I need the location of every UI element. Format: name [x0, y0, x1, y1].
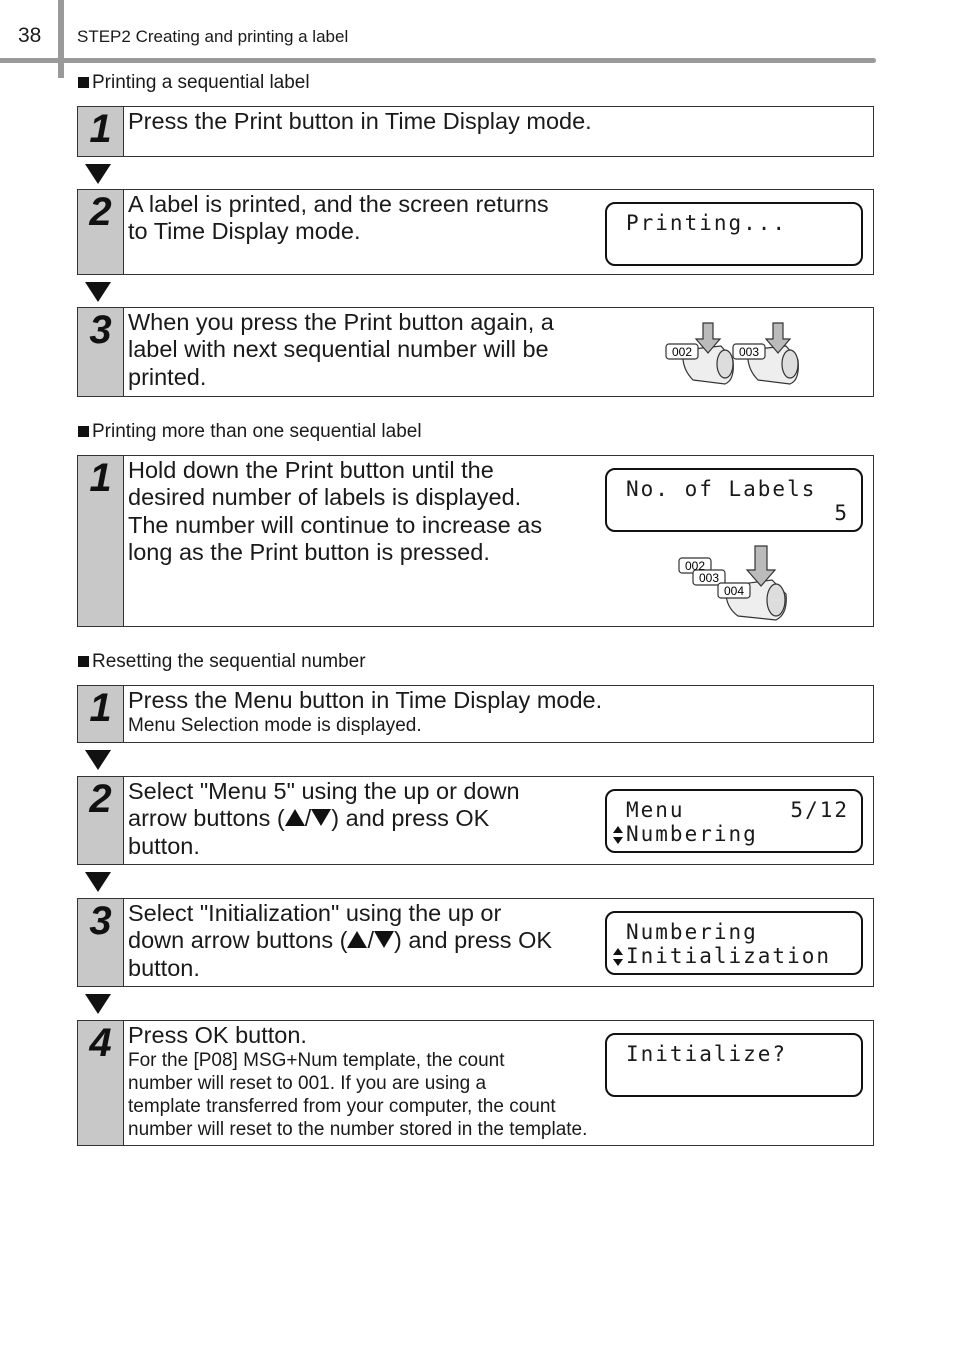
step-line: When you press the Print button again, a: [128, 309, 554, 335]
arrow-down-icon: [85, 282, 111, 302]
step-subtext: number will reset to the number stored in the template.: [128, 1119, 588, 1141]
lcd-display: [605, 789, 863, 853]
header-title: STEP2 Creating and printing a label: [77, 27, 349, 46]
step-number: 2: [89, 777, 112, 821]
step-line: The number will continue to increase as: [128, 511, 543, 538]
step-number: 1: [89, 456, 112, 500]
arrow-down-icon: [85, 994, 111, 1014]
lcd-line: Menu: [626, 798, 685, 822]
bullet-square-icon: [78, 426, 89, 437]
lcd-line: 5/12: [790, 798, 849, 822]
step-line: Press OK button.: [128, 1022, 307, 1048]
step-number-cell: [78, 456, 124, 626]
step-subtext: number will reset to 001. If you are using a: [128, 1073, 487, 1095]
bullet-square-icon: [78, 77, 89, 88]
step-text: [128, 191, 549, 246]
step-number-cell: [78, 107, 124, 156]
label-number-text: 003: [698, 571, 720, 585]
lcd-line: Initialize?: [626, 1042, 788, 1066]
label-number-text: 004: [723, 584, 745, 598]
lcd-line: Numbering: [626, 822, 758, 846]
step-text: [128, 1022, 587, 1141]
up-arrow-icon: [285, 809, 305, 826]
step-number-cell: [78, 777, 124, 864]
page-number: 38: [18, 24, 42, 47]
step-text: [128, 900, 552, 982]
up-down-arrow-icon: [613, 948, 623, 966]
bullet-square-icon: [78, 656, 89, 667]
step-line: to Time Display mode.: [128, 218, 361, 245]
step-box: [77, 898, 874, 987]
lcd-line: 5: [834, 501, 849, 525]
step-number-cell: [78, 190, 124, 274]
header-vertical-rule: [58, 0, 64, 78]
lcd-display: [605, 911, 863, 975]
arrow-down-icon: [85, 750, 111, 770]
lcd-line: Numbering: [626, 920, 758, 944]
step-number: 1: [89, 107, 112, 151]
down-arrow-icon: [311, 809, 331, 826]
section-heading-reset: Resetting the sequential number: [78, 651, 366, 673]
label-number-text: 003: [738, 345, 760, 359]
step-line: desired number of labels is displayed.: [128, 484, 522, 511]
lcd-display: [605, 468, 863, 532]
step-number-cell: [78, 686, 124, 742]
header-horizontal-rule: [0, 58, 876, 63]
label-number-text: 002: [671, 345, 693, 359]
step-number: 4: [89, 1021, 112, 1065]
step-line: arrow buttons ( / ) and press OK: [128, 805, 490, 832]
lcd-line: Initialization: [626, 944, 832, 968]
up-down-arrow-icon: [613, 826, 623, 844]
step-line: Select "Menu 5" using the up or down: [128, 778, 520, 804]
label-printer-illustration: [663, 320, 813, 390]
step-number-cell: [78, 899, 124, 986]
step-line: long as the Print button is pressed.: [128, 538, 490, 565]
step-box: [77, 106, 874, 157]
step-subtext: For the [P08] MSG+Num template, the count: [128, 1050, 505, 1072]
step-line: Hold down the Print button until the: [128, 457, 494, 483]
step-line: button.: [128, 832, 200, 859]
lcd-display: [605, 1033, 863, 1097]
step-number: 3: [89, 899, 112, 943]
arrow-down-icon: [85, 164, 111, 184]
down-arrow-icon: [374, 931, 394, 948]
lcd-display: [605, 202, 863, 266]
section-heading-sequential: Printing a sequential label: [78, 72, 310, 94]
step-box: [77, 455, 874, 627]
step-text: [128, 687, 602, 737]
step-box: [77, 776, 874, 865]
step-box: [77, 1020, 874, 1146]
step-subtext: Menu Selection mode is displayed.: [128, 715, 422, 737]
step-line: Select "Initialization" using the up or: [128, 900, 502, 926]
step-line: A label is printed, and the screen returns: [128, 191, 549, 217]
label-printer-illustration: [676, 544, 796, 622]
step-number: 2: [89, 190, 112, 234]
step-text: [128, 309, 554, 391]
step-subtext: template transferred from your computer, the count: [128, 1096, 556, 1118]
lcd-line: No. of Labels: [626, 477, 817, 501]
step-text: [128, 457, 542, 566]
step-line: Press the Menu button in Time Display mode.: [128, 687, 603, 713]
step-number-cell: [78, 308, 124, 396]
label-number-text: 002: [684, 559, 706, 573]
step-box: [77, 685, 874, 743]
section-heading-multiple: Printing more than one sequential label: [78, 421, 422, 443]
step-text: Press the Print button in Time Display mode.: [128, 108, 592, 134]
step-line: down arrow buttons ( / ) and press OK: [128, 927, 553, 954]
step-box: [77, 307, 874, 397]
step-number: 3: [89, 308, 112, 352]
step-number: 1: [89, 686, 112, 730]
arrow-down-icon: [85, 872, 111, 892]
step-box: [77, 189, 874, 275]
step-line: printed.: [128, 363, 207, 390]
step-text: [128, 778, 520, 860]
up-arrow-icon: [347, 931, 367, 948]
step-line: button.: [128, 954, 200, 981]
lcd-line: Printing...: [626, 211, 788, 235]
step-number-cell: [78, 1021, 124, 1145]
step-line: label with next sequential number will be: [128, 336, 549, 363]
